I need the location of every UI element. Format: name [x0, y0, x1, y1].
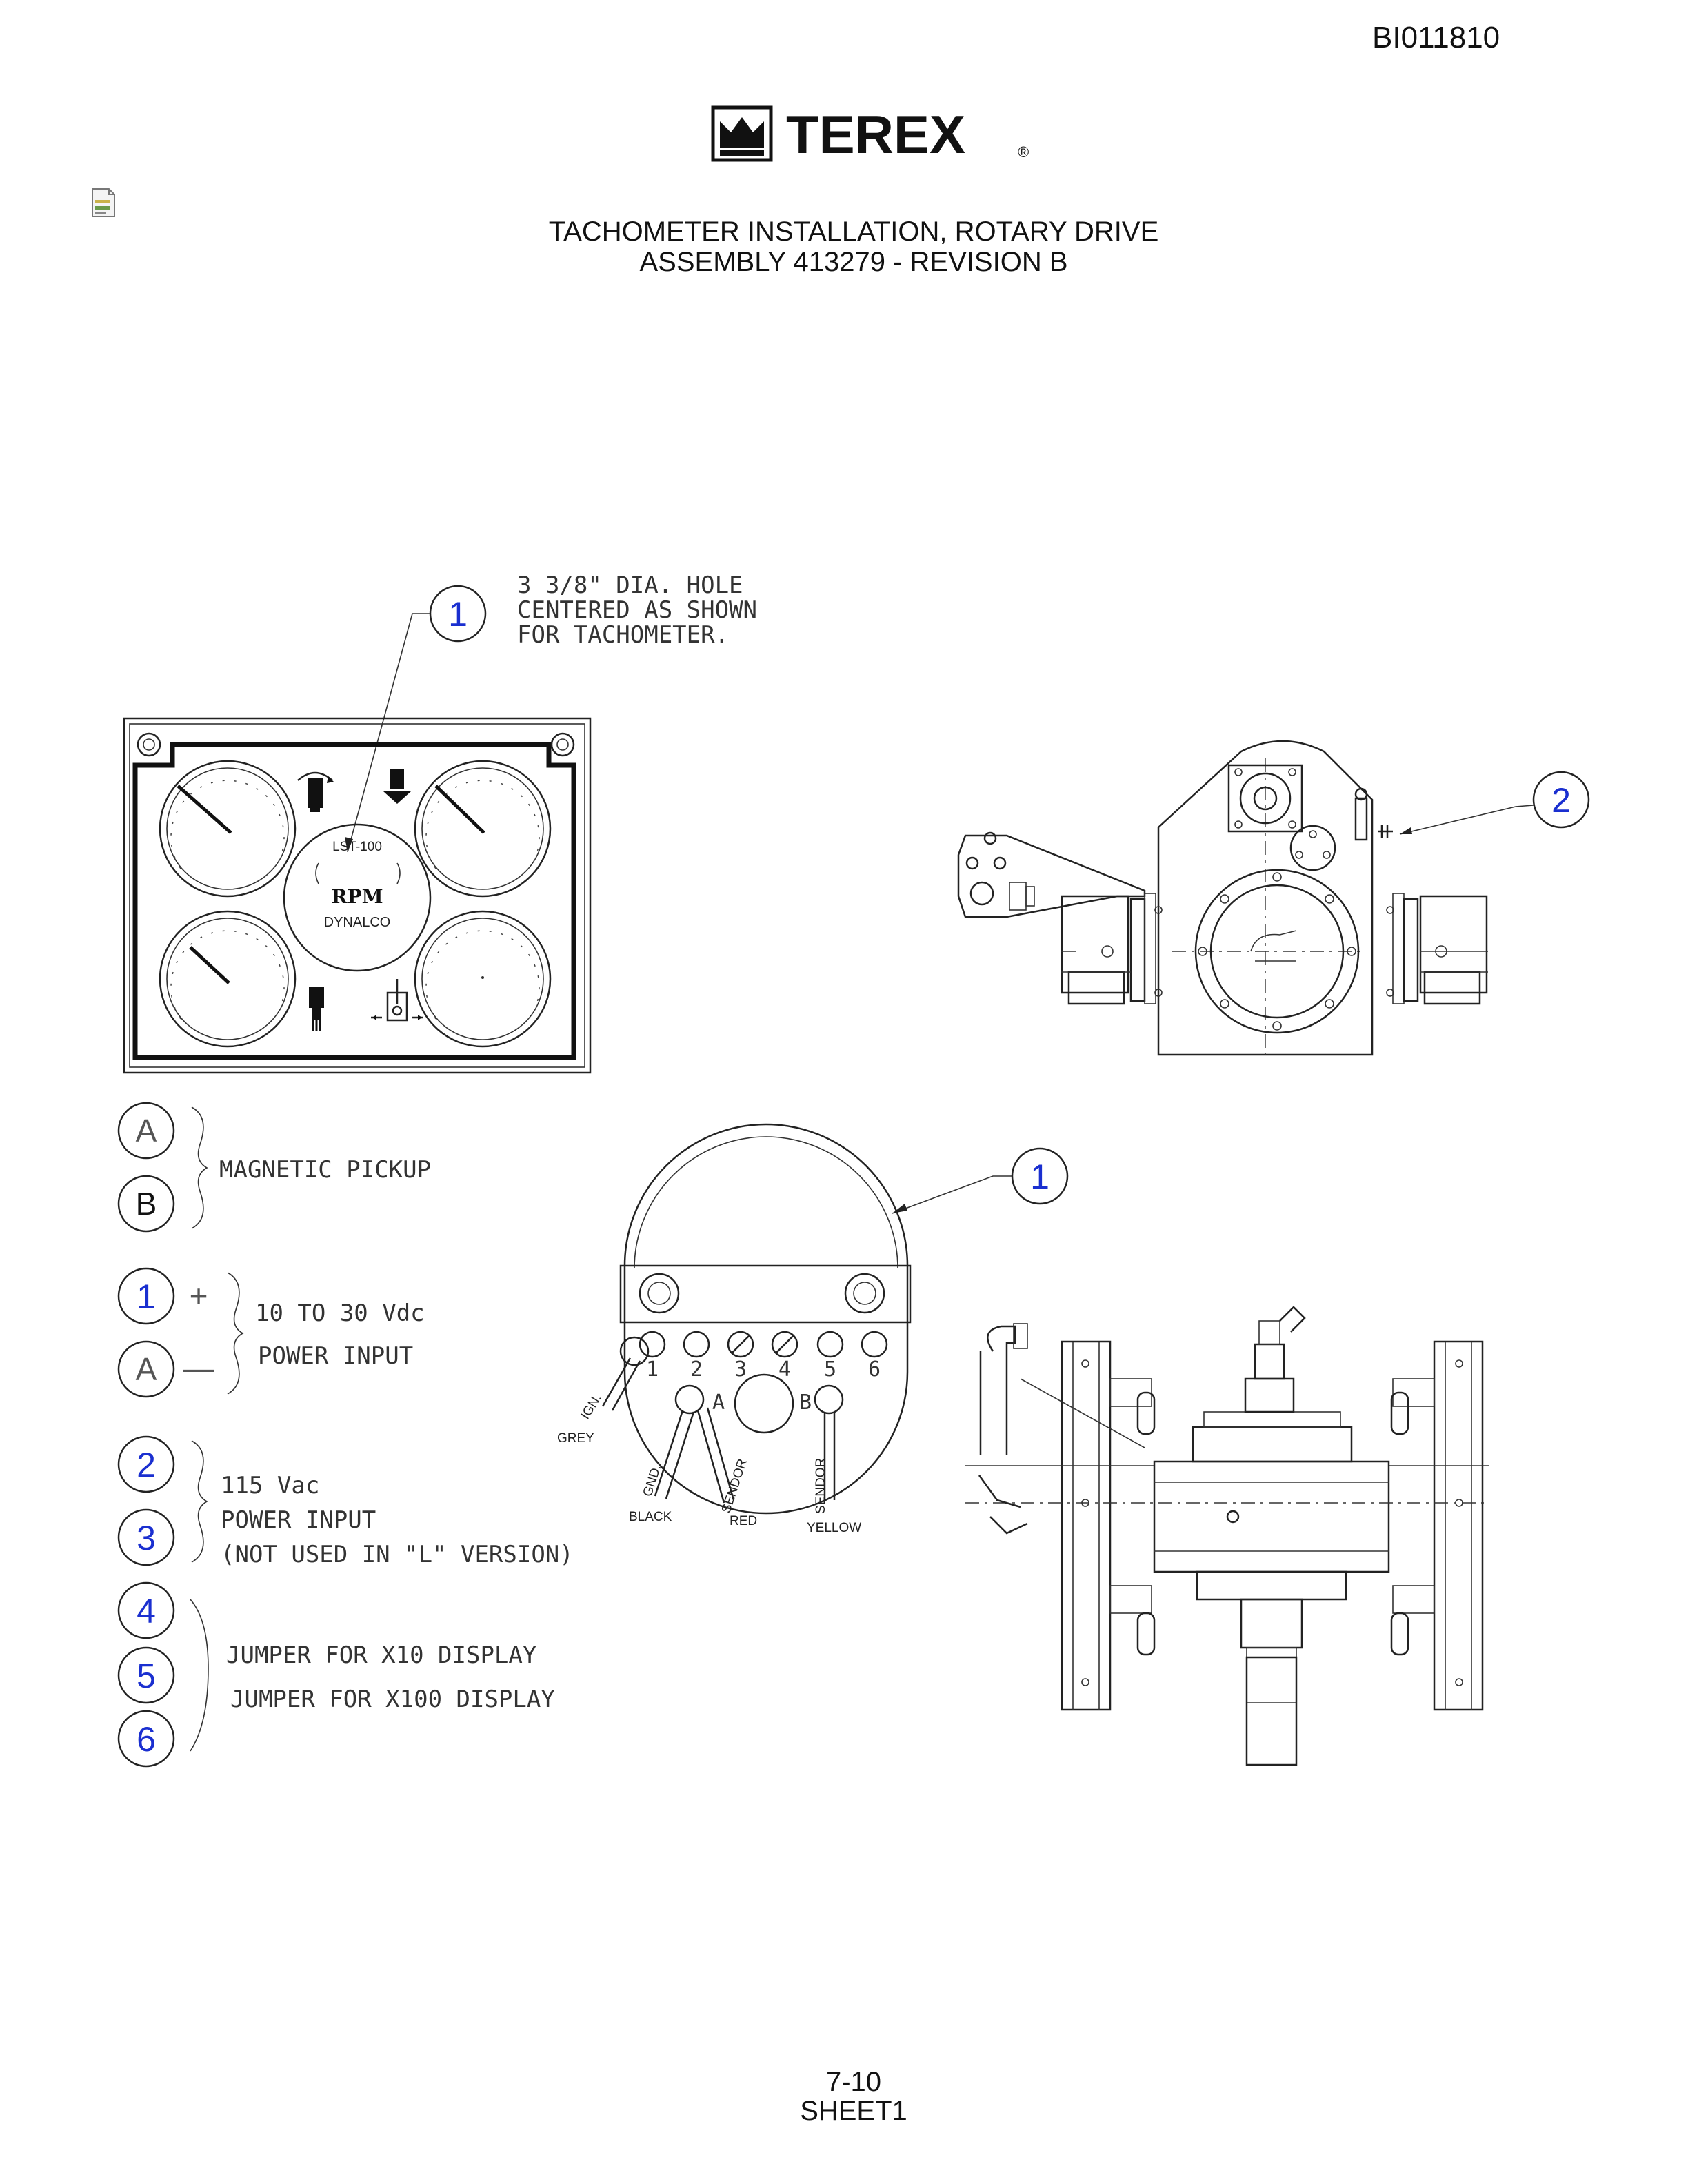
rotation-indicator-icon: [298, 773, 334, 812]
callout-1-middle-label: 1: [1030, 1157, 1049, 1196]
page-number: 7-10: [825, 2067, 882, 2097]
wire-sendor-yellow: [807, 1386, 861, 1535]
legend-dc-line-1: 10 TO 30 Vdc: [255, 1300, 425, 1327]
legend-ac-line-3: (NOT USED IN "L" VERSION): [221, 1541, 574, 1568]
terminal-6-label: 6: [867, 1357, 881, 1382]
hole-note: [517, 572, 757, 649]
terminal-2-label: 2: [690, 1357, 703, 1382]
legend-label-b: B: [135, 1186, 157, 1222]
legend-magnetic-pickup: [119, 1103, 431, 1231]
wire-ign-grey: [557, 1337, 648, 1446]
legend-ac-line-2: POWER INPUT: [221, 1506, 376, 1534]
tachometer-maker: DYNALCO: [323, 915, 391, 930]
terminal-4-label: 4: [778, 1357, 792, 1382]
brand-name: TEREX: [786, 105, 966, 163]
legend-label-1: 1: [137, 1277, 156, 1316]
callout-2: [1400, 772, 1589, 834]
wire-gnd-black: [629, 1386, 703, 1524]
pressure-indicator-icon: [383, 769, 411, 804]
callout-2-label: 2: [1551, 781, 1571, 820]
legend-label-6: 6: [137, 1720, 156, 1759]
hole-note-line-2: CENTERED AS SHOWN: [517, 596, 757, 624]
gauge-bottom-right: [415, 911, 550, 1046]
terminal-1-label: 1: [645, 1357, 659, 1382]
legend-jumper-x100: JUMPER FOR X100 DISPLAY: [230, 1686, 555, 1713]
callout-1-label: 1: [448, 595, 468, 634]
gauge-top-left: [160, 761, 295, 896]
hole-note-line-1: 3 3/8" DIA. HOLE: [517, 572, 743, 599]
wire-gnd-color: BLACK: [629, 1510, 672, 1524]
terminal-number-labels: [646, 1357, 881, 1415]
legend-label-4: 4: [137, 1592, 156, 1630]
terminal-screws: [640, 1332, 887, 1357]
wire-sendor-yellow-tag: SENDOR: [814, 1457, 828, 1514]
legend-jumper-x10: JUMPER FOR X10 DISPLAY: [226, 1641, 537, 1669]
legend-label-a: A: [135, 1113, 157, 1149]
hole-note-line-3: FOR TACHOMETER.: [517, 621, 730, 649]
instrument-panel: [124, 718, 590, 1073]
tachometer-unit: RPM: [331, 885, 383, 908]
tachometer-model: LST-100: [332, 840, 382, 854]
legend-label-a-2: A: [135, 1351, 157, 1387]
document-id: BI011810: [1372, 21, 1500, 54]
terminal-a-label: A: [712, 1391, 725, 1415]
terminal-5-label: 5: [823, 1357, 837, 1382]
wire-sendor-yellow-color: YELLOW: [807, 1521, 862, 1535]
title-line-2: ASSEMBLY 413279 - REVISION B: [639, 247, 1068, 277]
legend-jumpers: [119, 1583, 555, 1766]
wire-sendor-red-tag: SENDOR: [719, 1457, 750, 1515]
legend-dc-power: [119, 1268, 425, 1397]
legend-ac-line-1: 115 Vac: [221, 1472, 320, 1499]
gauge-top-right: [415, 761, 550, 896]
terminal-3-label: 3: [734, 1357, 747, 1382]
wire-ign-color: GREY: [557, 1431, 594, 1446]
rotary-drive-top-view: [958, 741, 1488, 1055]
wire-sendor-red-color: RED: [730, 1514, 758, 1528]
legend-label-5: 5: [137, 1657, 156, 1695]
wire-sendor-red: [698, 1408, 757, 1528]
legend-sign-minus: —: [183, 1350, 214, 1386]
legend-magnetic-pickup-text: MAGNETIC PICKUP: [219, 1156, 432, 1184]
sheet-label: SHEET1: [800, 2096, 907, 2126]
tachometer-face: [284, 825, 430, 971]
legend-ac-power: [119, 1437, 574, 1568]
terminal-b-label: B: [798, 1391, 812, 1415]
registered-mark: ®: [1018, 143, 1029, 161]
callout-1-middle: [892, 1149, 1067, 1213]
legend-label-2: 2: [137, 1446, 156, 1484]
legend-sign-plus: +: [189, 1278, 208, 1314]
rotary-drive-side-view: [965, 1307, 1489, 1765]
temperature-indicator-icon: [309, 987, 324, 1031]
wire-gnd-tag: GND.: [640, 1462, 665, 1499]
legend-dc-line-2: POWER INPUT: [258, 1342, 414, 1370]
wire-ign-tag: IGN.: [578, 1391, 605, 1422]
gauge-bottom-left: [160, 911, 295, 1046]
tachometer-back-view: [557, 1124, 910, 1535]
title-line-1: TACHOMETER INSTALLATION, ROTARY DRIVE: [548, 216, 1159, 247]
legend-label-3: 3: [137, 1519, 156, 1557]
